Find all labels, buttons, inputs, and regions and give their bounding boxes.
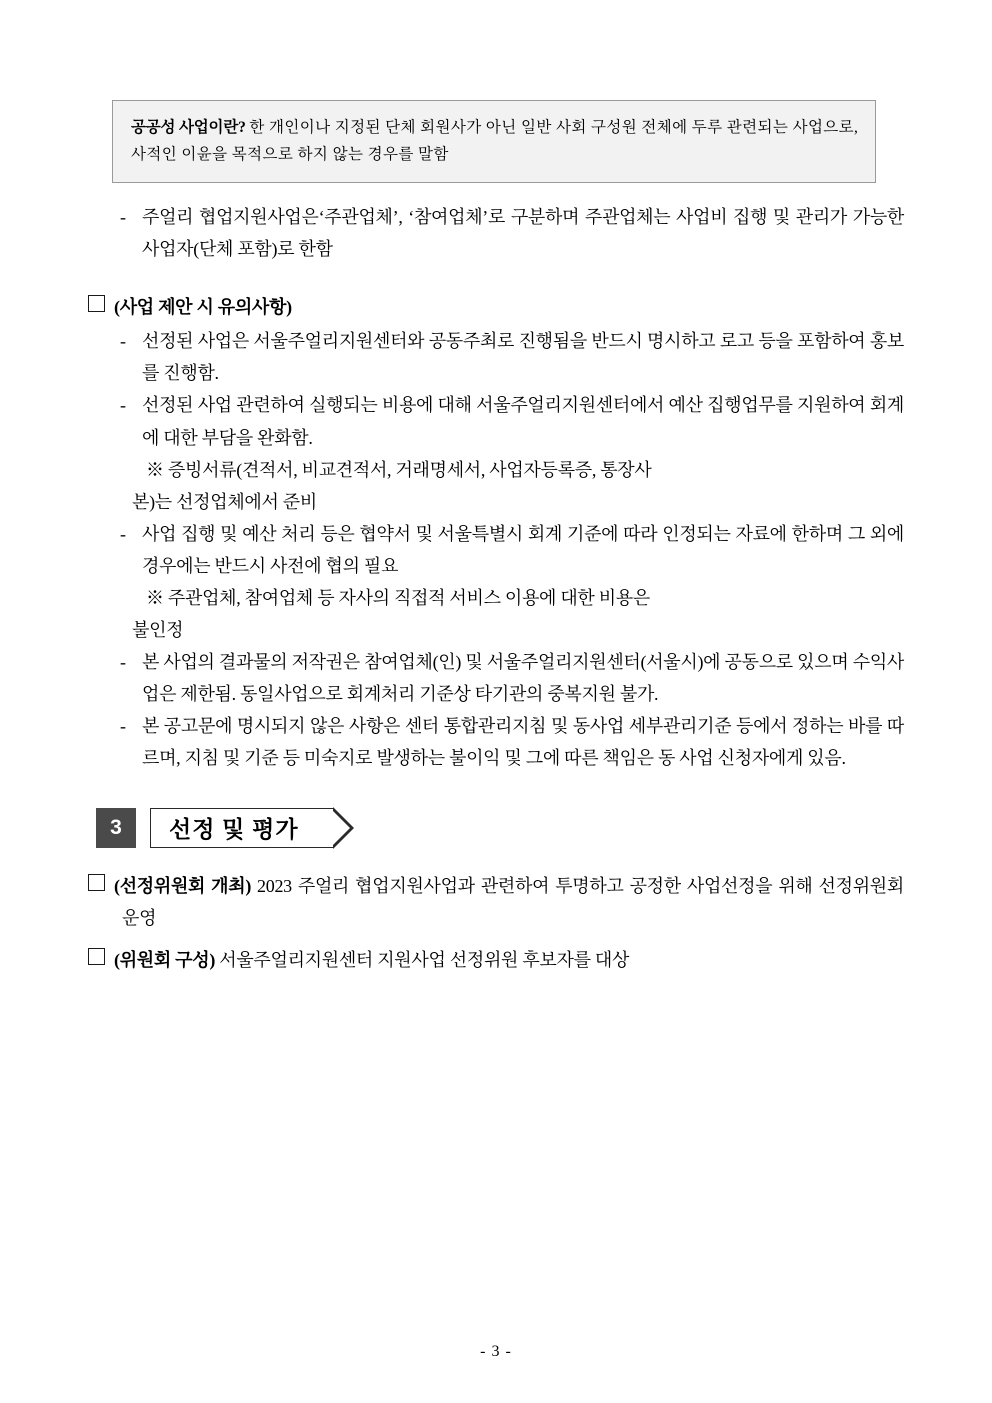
section-title: 선정 및 평가 [169, 817, 299, 843]
list-item-text: 주얼리 협업지원사업은‘주관업체’, ‘참여업체’로 구분하며 주관업체는 사업비 집행 및 관리가 가능한 사업자(단체 포함)로 한함 [142, 207, 904, 260]
section-3-body [88, 870, 904, 976]
note-line: ※ 증빙서류(견적서, 비교견적서, 거래명세서, 사업자등록증, 통장사 [146, 459, 652, 480]
dash-marker: - [120, 651, 126, 672]
list-item-text: 선정된 사업 관련하여 실행되는 비용에 대해 서울주얼리지원센터에서 예산 집행업무를 지원하여 회계에 대한 부담을 완화함. [142, 395, 904, 448]
note-line-continued: 불인정 [132, 619, 184, 640]
list-item-text: 선정된 사업은 서울주얼리지원센터와 공동주최로 진행됨을 반드시 명시하고 로고 등을 포함하여 홍보를 진행함. [142, 331, 904, 384]
callout-lead: 공공성 사업이란? [131, 119, 246, 136]
list-item [116, 389, 904, 453]
note-line-continued: 본)는 선정업체에서 준비 [132, 491, 317, 512]
list-item [116, 646, 904, 710]
square-bullet-icon [88, 295, 105, 312]
list-item [116, 201, 904, 265]
section-title-ribbon [150, 808, 333, 848]
list-item [116, 710, 904, 774]
list-item-text: 본 공고문에 명시되지 않은 사항은 센터 통합관리지침 및 동사업 세부관리기준 등에서 정하는 바를 따르며, 지침 및 기준 등 미숙지로 발생하는 불이익 및 그에 따른 책임은 동 사업 신청자에게 있음. [142, 715, 904, 768]
list-item-text: 본 사업의 결과물의 저작권은 참여업체(인) 및 서울주얼리지원센터(서울시)에 공동으로 있으며 수익사업은 제한됨. 동일사업으로 회계처리 기준상 타기관의 중복지원 불가. [142, 651, 904, 704]
paragraph-text: 2023 주얼리 협업지원사업과 관련하여 투명하고 공정한 사업선정을 위해 선정위원회 운영 [122, 875, 904, 928]
paragraph-committee-composition [88, 944, 904, 976]
paragraph-committee-open [88, 870, 904, 934]
spacer [88, 265, 904, 291]
dash-marker: - [120, 395, 126, 416]
paragraph-text: 서울주얼리지원센터 지원사업 선정위원 후보자를 대상 [215, 949, 630, 970]
heading-notice [88, 291, 904, 323]
page-number: - 3 - [480, 1343, 512, 1360]
dash-marker: - [120, 523, 126, 544]
section-header [96, 808, 904, 848]
list-item [116, 518, 904, 582]
dash-marker: - [120, 715, 126, 736]
square-bullet-icon [88, 948, 105, 965]
definition-callout [112, 100, 876, 183]
dash-marker: - [120, 207, 126, 228]
list-item-text: 사업 집행 및 예산 처리 등은 협약서 및 서울특별시 회계 기준에 따라 인정되는 자료에 한하며 그 외에 경우에는 반드시 사전에 협의 필요 [142, 523, 904, 576]
square-bullet-icon [88, 874, 105, 891]
paragraph-label: (선정위원회 개최) [114, 875, 252, 896]
heading-notice-label: (사업 제안 시 유의사항) [114, 297, 292, 318]
dash-marker: - [120, 331, 126, 352]
paragraph-label: (위원회 구성) [114, 949, 216, 970]
section-number: 3 [96, 808, 136, 848]
list-item [116, 325, 904, 389]
callout-body: 한 개인이나 지정된 단체 회원사가 아닌 일반 사회 구성원 전체에 두루 관련되는 사업으로, 사적인 이윤을 목적으로 하지 않는 경우를 말함 [131, 119, 859, 163]
note-line: ※ 주관업체, 참여업체 등 자사의 직접적 서비스 이용에 대한 비용은 [146, 587, 650, 608]
